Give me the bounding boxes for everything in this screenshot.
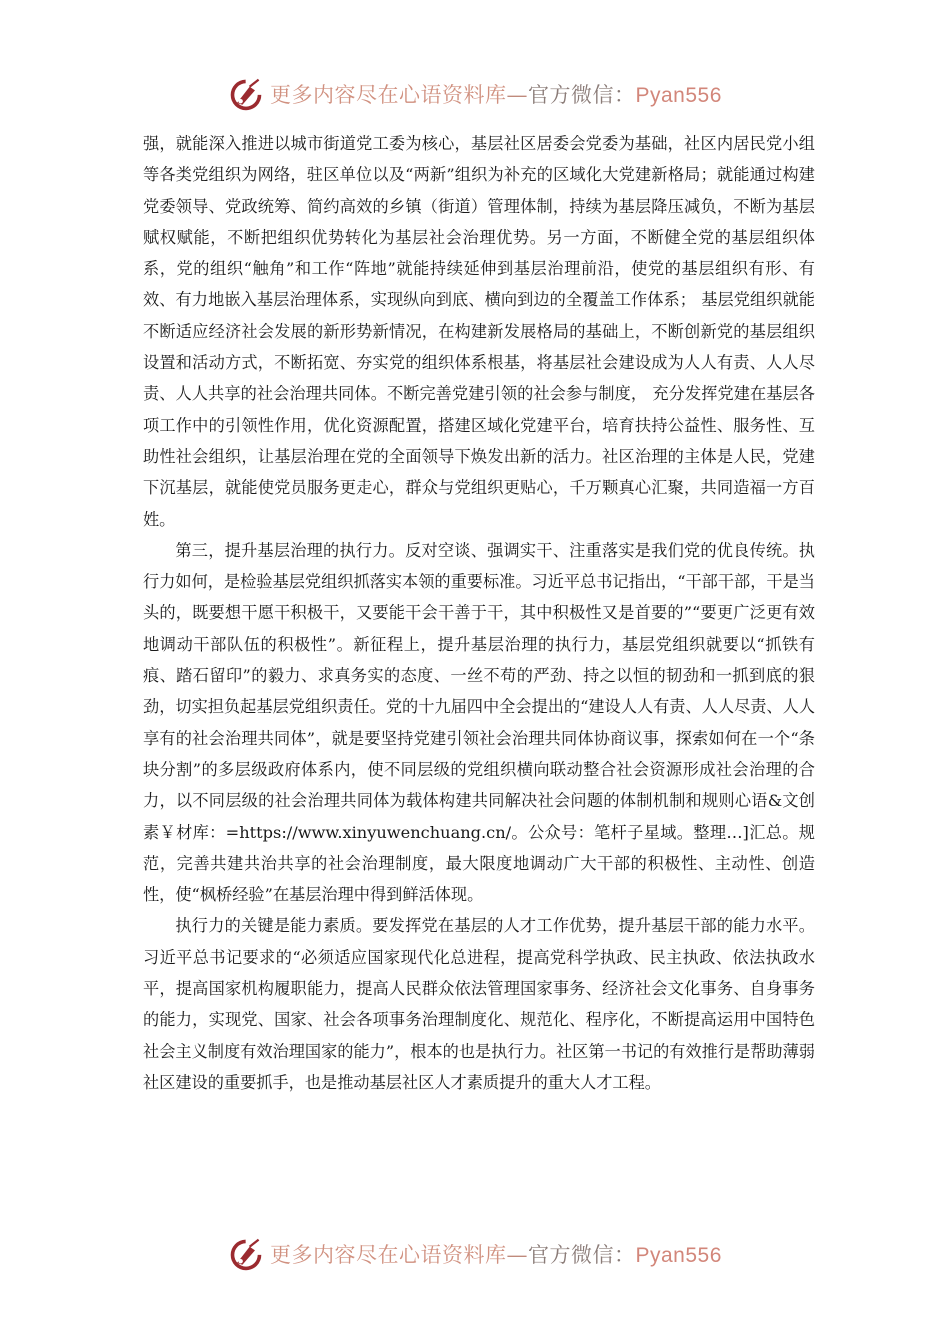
header-watermark-banner — [228, 74, 728, 114]
quill-pen-logo-icon — [228, 76, 264, 112]
banner-separator: — — [506, 83, 528, 107]
banner-text — [270, 1239, 722, 1269]
paragraph-2: 第三，提升基层治理的执行力。反对空谈、强调实干、注重落实是我们党的优良传统。执行力如何，是检验基层党组织抓落实本领的重要标准。习近平总书记指出，“干部干部，干是当头的，既要想干愿干积极干，又要能干会干善于干，其中积极性又是首要的”“要更广泛更有效地调动干部队伍的积极性”。新征程上，提升基层治理的执行力，基层党组织就要以“抓铁有痕、踏石留印”的毅力、求真务实的态度、一丝不苟的严劲、持之以恒的韧劲和一抓到底的狠劲，切实担负起基层党组织责任。党的十九届四中全会提出的“建设人人有责、人人尽责、人人享有的社会治理共同体”，就是要坚持党建引领社会治理共同体协商议事，探索如何在一个“条块分割”的多层级政府体系内，使不同层级的党组织横向联动整合社会资源形成社会治理的合力，以不同层级的社会治理共同体为载体构建共同解决社会问题的体制机制和规则心语&文创素￥材库：=https://www.xinyuwenchuang.cn/。公众号：笔杆子星域。整理…]汇总。规范，完善共建共治共享的社会治理制度，最大限度地调动广大干部的积极性、主动性、创造性，使“枫桥经验”在基层治理中得到鲜活体现。 — [143, 540, 815, 905]
banner-wechat-id: Pyan556 — [635, 84, 722, 107]
banner-main-text: 更多内容尽在心语资料库 — [270, 1243, 507, 1267]
banner-separator: — — [506, 1243, 528, 1267]
banner-wechat-label: 官方微信： — [528, 83, 636, 107]
paragraph-3: 执行力的关键是能力素质。要发挥党在基层的人才工作优势，提升基层干部的能力水平。习近平总书记要求的“必须适应国家现代化总进程，提高党科学执政、民主执政、依法执政水平，提高国家机构履职能力，提高人民群众依法管理国家事务、经济社会文化事务、自身事务的能力，实现党、国家、社会各项事务治理制度化、规范化、程序化，不断提高运用中国特色社会主义制度有效治理国家的能力”，根本的也是执行力。社区第一书记的有效推行是帮助薄弱社区建设的重要抓手，也是推动基层社区人才素质提升的重大人才工程。 — [143, 916, 815, 1092]
quill-pen-logo-icon — [228, 1236, 264, 1272]
banner-wechat-id: Pyan556 — [635, 1244, 722, 1267]
banner-wechat-label: 官方微信： — [528, 1243, 636, 1267]
paragraph-1: 强，就能深入推进以城市街道党工委为核心，基层社区居委会党委为基础，社区内居民党小组等各类党组织为网络，驻区单位以及“两新”组织为补充的区域化大党建新格局；就能通过构建党委领导、党政统筹、简约高效的乡镇（街道）管理体制，持续为基层降压减负，不断为基层赋权赋能，不断把组织优势转化为基层社会治理优势。另一方面，不断健全党的基层组织体系，党的组织“触角”和工作“阵地”就能持续延伸到基层治理前沿，使党的基层组织有形、有效、有力地嵌入基层治理体系，实现纵向到底、横向到边的全覆盖工作体系； 基层党组织就能不断适应经济社会发展的新形势新情况，在构建新发展格局的基础上，不断创新党的基层组织设置和活动方式，不断拓宽、夯实党的组织体系根基，将基层社会建设成为人人有责、人人尽责、人人共享的社会治理共同体。不断完善党建引领的社会参与制度， 充分发挥党建在基层各项工作中的引领性作用，优化资源配置，搭建区域化党建平台，培育扶持公益性、服务性、互助性社会组织，让基层治理在党的全面领导下焕发出新的活力。社区治理的主体是人民，党建下沉基层，就能使党员服务更走心，群众与党组织更贴心，千万颗真心汇聚，共同造福一方百姓。 — [143, 134, 815, 529]
banner-main-text: 更多内容尽在心语资料库 — [270, 83, 507, 107]
banner-text — [270, 79, 722, 109]
document-body — [143, 128, 815, 1098]
footer-watermark-banner — [228, 1234, 728, 1274]
